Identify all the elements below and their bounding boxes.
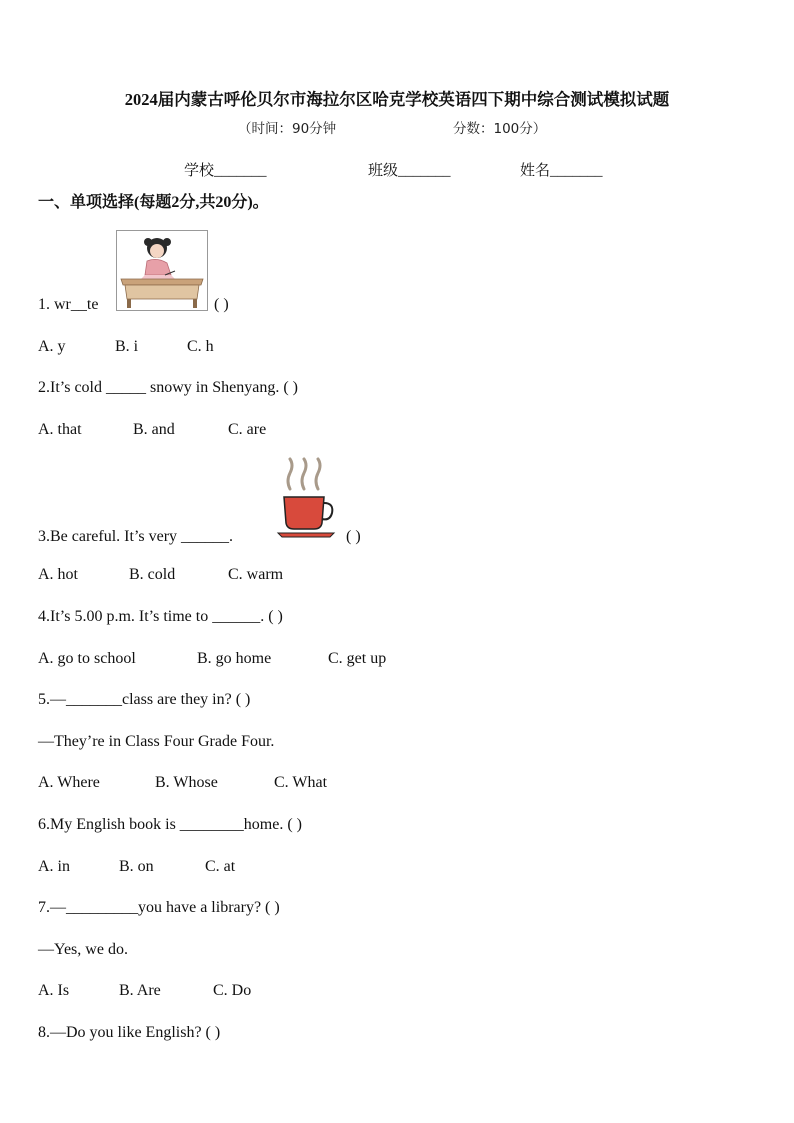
option-c: C. get up [328,650,387,667]
option-a: A. Is [38,982,70,999]
question-stem: 1. wr__te [38,296,99,313]
section-heading: 一、单项选择(每题2分,共20分)。 [38,194,269,211]
question-stem: 7.—_________you have a library? ( ) [38,899,280,916]
option-b: B. Are [119,982,161,999]
option-a: A. hot [38,566,78,583]
question-stem: 4.It’s 5.00 p.m. It’s time to ______. ( ) [38,608,283,625]
option-c: C. at [205,858,236,875]
girl-writing-icon [117,231,207,310]
hot-cup-icon [276,457,336,539]
name-field: 姓名_______ [520,163,603,179]
option-a: A. that [38,421,82,438]
answer-line: —They’re in Class Four Grade Four. [38,733,275,750]
option-b: B. cold [129,566,176,583]
option-b: B. on [119,858,154,875]
option-c: C. warm [228,566,284,583]
option-b: B. go home [197,650,272,667]
question-stem: 8.—Do you like English? ( ) [38,1024,221,1041]
girl-writing-image [116,230,208,311]
option-b: B. and [133,421,175,438]
option-a: A. in [38,858,70,875]
option-c: C. h [187,338,214,355]
option-c: C. Do [213,982,252,999]
question-stem: 5.—_______class are they in? ( ) [38,691,251,708]
page-title: 2024届内蒙古呼伦贝尔市海拉尔区哈克学校英语四下期中综合测试模拟试题 [124,90,670,109]
option-a: A. Where [38,774,100,791]
option-a: A. go to school [38,650,136,667]
hot-cup-image [276,457,336,539]
option-b: B. Whose [155,774,218,791]
score-label: 分数：100分） [453,121,547,137]
answer-paren: ( ) [214,296,229,313]
school-field: 学校_______ [184,163,267,179]
class-field: 班级_______ [368,163,451,179]
option-c: C. What [274,774,328,791]
answer-paren: ( ) [346,528,361,545]
time-label: （时间：90分钟 [238,121,337,137]
question-stem: 3.Be careful. It’s very ______. [38,528,234,545]
question-stem: 6.My English book is ________home. ( ) [38,816,302,833]
answer-line: —Yes, we do. [38,941,128,958]
question-stem: 2.It’s cold _____ snowy in Shenyang. ( ) [38,379,298,396]
option-c: C. are [228,421,267,438]
option-b: B. i [115,338,139,355]
option-a: A. y [38,338,66,355]
